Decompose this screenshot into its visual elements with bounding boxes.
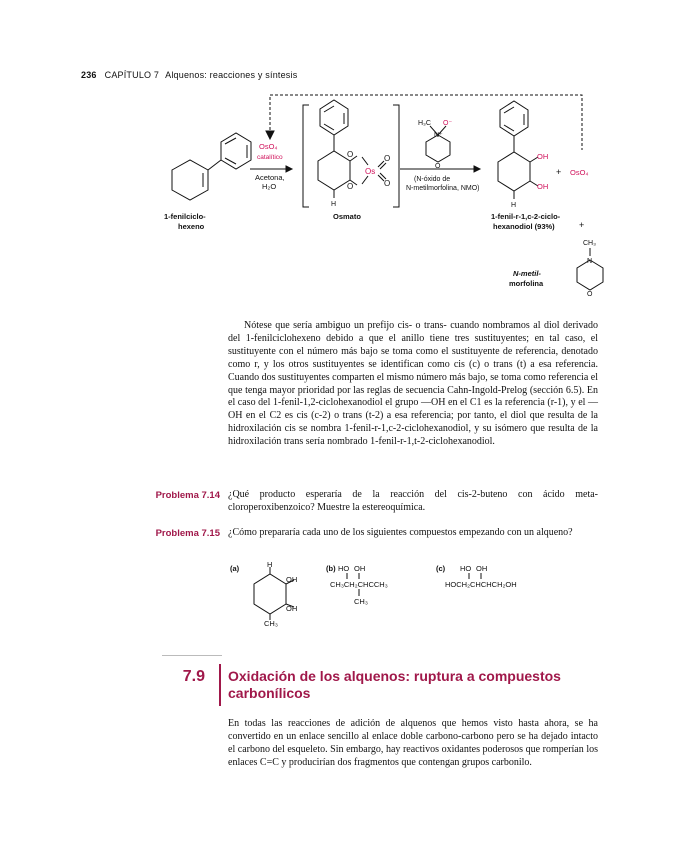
section-rule: [162, 655, 222, 656]
plus-sign-2: +: [579, 220, 585, 230]
problem-label-7-15: Problema 7.15: [155, 528, 220, 539]
osmate-o3: O: [384, 154, 391, 163]
nmm-label-2: morfolina: [509, 279, 544, 288]
compound-b-ho: HO: [338, 564, 350, 573]
nmo-o: O: [435, 163, 441, 170]
osmate-o2: O: [347, 182, 354, 191]
compound-b-ch3: CH₃: [354, 597, 368, 606]
problem-label-7-14: Problema 7.14: [155, 490, 220, 501]
reagent-solvent: Acetona,: [255, 173, 285, 182]
reagent-catalytic: catalítico: [257, 154, 283, 161]
nmo-caption-2: N-metilmorfolina, NMO): [406, 185, 480, 192]
nmm-ch3: CH₃: [583, 240, 596, 247]
chapter-label: CAPÍTULO 7: [104, 70, 160, 80]
body-paragraph-2: En todas las reacciones de adición de alquenos que hemos visto hasta ahora, se ha convertido en un enlace sencillo al enlace doble carbono-carbono pero se ha dejado intacto el carbono del esqueleto. Sin embargo, hay reactivos oxidantes poderosos que romperían los enlaces C=C y producirían dos fragmentos que contengan grupos carbonilo.: [228, 718, 598, 768]
problem-text-7-15: ¿Cómo prepararía cada uno de los siguientes compuestos empezando con un alqueno?: [228, 527, 573, 538]
osmate-os: Os: [365, 167, 376, 176]
body-paragraph-1: Nótese que sería ambiguo un prefijo cis- o trans- cuando nombramos al diol derivado del 1-fenilciclohexeno debido a que el anillo tiene tres sustituyentes; en tal caso, el sustituyente con el número más bajo se toma como el sustituyente de referencia, denotado como r, y los otros sustituyentes se identifican como cis (c) o trans (t) a esa referencia. Cuando dos sustituyentes comparten el mismo número más bajo, se toma como referencia el que tenga mayor prioridad por las reglas de secuencia Cahn-Ingold-Prelog (sección 6.5). En el caso del 1-fenil-1,2-ciclohexanodiol el grupo —OH en el C1 es la referencia (r-1), y el —OH en el C2 es cis (c-2) o trans (t-2) a esa referencia; por tanto, el diol que resulta de la hidroxilación cis se nombra 1-fenil-r-1,c-2-ciclohexanodiol, y su isómero que resulta de la hidroxilación trans sería nombrado 1-fenil-r-1,t-2-ciclohexanodiol.: [228, 320, 598, 448]
nmm-structure: [577, 248, 603, 290]
product-oh1: OH: [537, 152, 549, 161]
label-product-1: 1-fenil-r-1,c-2-ciclo-: [491, 212, 561, 221]
chapter-title: Alquenos: reacciones y síntesis: [165, 70, 298, 80]
compound-a-ch3: CH₃: [264, 619, 278, 628]
osmate-h: H: [331, 201, 337, 208]
nmo-caption-1: (N-óxido de: [414, 176, 451, 183]
compound-b-oh: OH: [354, 564, 366, 573]
product-h: H: [511, 202, 517, 209]
reaction-scheme: [0, 85, 693, 310]
compound-a-oh2: OH: [286, 604, 298, 613]
page-number: 236: [81, 70, 97, 80]
running-header: [81, 70, 297, 80]
nmm-o: O: [587, 291, 593, 298]
nmo-o-minus: O⁻: [443, 120, 453, 127]
label-product-2: hexanodiol (93%): [493, 222, 555, 231]
compound-a-label: (a): [230, 564, 240, 573]
compound-a-oh1: OH: [286, 575, 298, 584]
problem-compounds: [0, 560, 693, 630]
compound-c-chain: HOCH₂CHCHCH₂OH: [445, 580, 517, 589]
compound-b-label: (b): [326, 564, 336, 573]
nmo-n-plus: N⁺: [434, 132, 443, 139]
nmo-methyl: H₃C: [418, 120, 431, 127]
phenylcyclohexene-structure: [172, 133, 251, 200]
compound-a-h: H: [267, 560, 273, 569]
compound-c-label: (c): [436, 564, 446, 573]
diol-structure: [498, 101, 538, 199]
section-number: 7.9: [182, 668, 205, 685]
plus-sign: +: [556, 167, 562, 177]
nmm-label-1: N-metil-: [513, 269, 541, 278]
label-start-1: 1-fenilciclo-: [164, 212, 206, 221]
problem-text-7-14: ¿Qué producto esperaría de la reacción del cis-2-buteno con ácido meta-cloroperoxibenzoico? Muestre la estereoquímica.: [228, 489, 598, 513]
compound-b-chain: CH₃CH₂CHCCH₃: [330, 580, 388, 589]
label-osmate: Osmato: [333, 212, 361, 221]
nmm-n: N: [587, 258, 593, 265]
section-title: Oxidación de los alquenos: ruptura a compuestos carbonílicos: [228, 668, 561, 701]
reagent-water: H₂O: [262, 182, 277, 191]
osmate-o4: O: [384, 179, 391, 188]
osmate-o1: O: [347, 150, 354, 159]
oso4-regenerated: OsO₄: [570, 168, 589, 177]
compound-c-oh: OH: [476, 564, 488, 573]
reagent-oso4: OsO₄: [259, 142, 278, 151]
compound-c-ho: HO: [460, 564, 472, 573]
product-oh2: OH: [537, 182, 549, 191]
section-bar: [219, 664, 221, 706]
label-start-2: hexeno: [178, 222, 205, 231]
